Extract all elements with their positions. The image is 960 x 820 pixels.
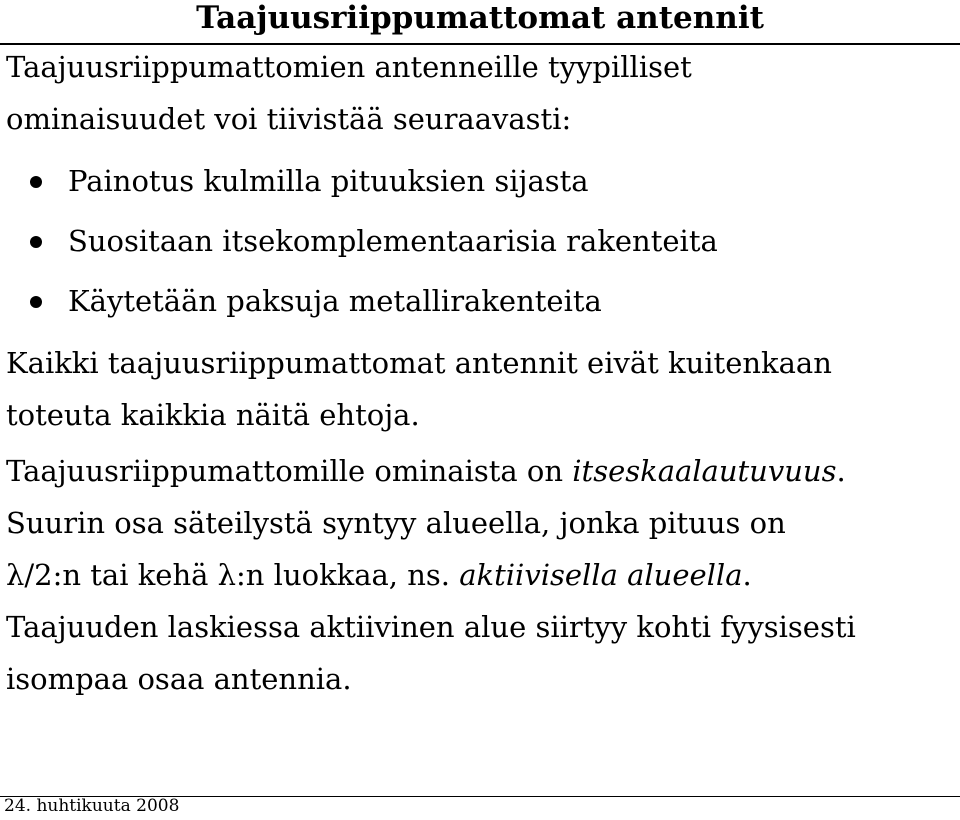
bullet-icon: [30, 236, 42, 248]
list-item: [6, 271, 956, 331]
list-item-text: Painotus kulmilla pituuksien sijasta: [68, 164, 589, 198]
radiation-term: aktiivisella alueella: [459, 558, 743, 592]
intro-paragraph: [6, 41, 956, 145]
frequency-line-2: isompaa osaa antennia.: [6, 662, 352, 696]
note-line-2: toteuta kaikkia näitä ehtoja.: [6, 398, 420, 432]
intro-line-2: ominaisuudet voi tiivistää seuraavasti:: [6, 102, 572, 136]
radiation-line-1: Suurin osa säteilystä syntyy alueella, jonka pituus on: [6, 506, 786, 540]
note-line-1: Kaikki taajuusriippumattomat antennit eivät kuitenkaan: [6, 346, 832, 380]
list-item: [6, 211, 956, 271]
radiation-suffix: .: [742, 558, 752, 592]
bullet-icon: [30, 296, 42, 308]
property-paragraph: [6, 445, 956, 705]
footer-date: 24. huhtikuuta 2008: [4, 796, 180, 816]
frequency-line-1: Taajuuden laskiessa aktiivinen alue siirtyy kohti fyysisesti: [6, 610, 856, 644]
list-item: [6, 151, 956, 211]
intro-line-1: Taajuusriippumattomien antenneille tyypilliset: [6, 50, 692, 84]
radiation-line-2: [6, 549, 956, 601]
slide-title: Taajuusriippumattomat antennit: [196, 0, 764, 36]
property-suffix: .: [836, 454, 846, 488]
radiation-prefix: λ/2:n tai kehä λ:n luokkaa, ns.: [6, 558, 460, 592]
list-item-text: Käytetään paksuja metallirakenteita: [68, 284, 602, 318]
note-paragraph: [6, 337, 956, 441]
list-item-text: Suositaan itsekomplementaarisia rakenteita: [68, 224, 718, 258]
property-term: itseskaalautuvuus: [572, 454, 837, 488]
slide-body: [6, 41, 956, 705]
bullet-list: [6, 151, 956, 331]
property-line: [6, 445, 956, 497]
bullet-icon: [30, 176, 42, 188]
property-prefix: Taajuusriippumattomille ominaista on: [6, 454, 573, 488]
